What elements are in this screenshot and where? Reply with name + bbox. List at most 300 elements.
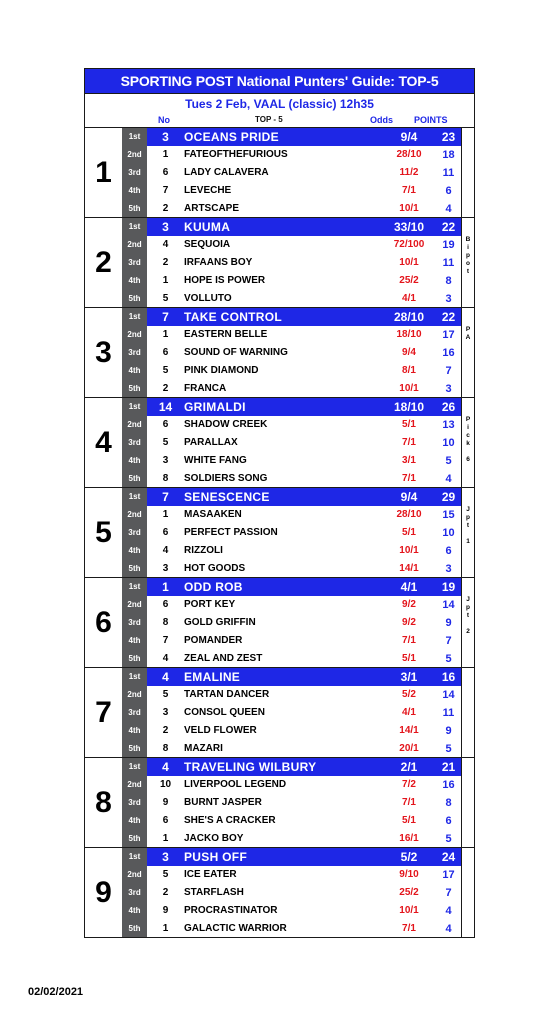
points-value: 6 [445,185,452,197]
selection-row [122,704,461,722]
horse-name: WHITE FANG [184,455,247,466]
position-label: 4th [128,636,141,645]
points-value: 19 [442,239,455,251]
position-label: 5th [128,204,141,213]
selection-row [122,686,461,704]
horse-name: MAZARI [184,743,223,754]
points-value: 3 [445,563,452,575]
position-label: 2nd [127,510,142,519]
runner-number: 2 [162,887,169,898]
punters-guide-table [84,68,475,938]
odds-value: 14/1 [399,563,419,574]
races-container [84,127,475,938]
points-value: 15 [442,509,455,521]
odds-value: 5/1 [402,815,416,826]
position-label: 3rd [128,618,141,627]
race-number: 5 [95,515,112,549]
odds-value: 10/1 [399,383,419,394]
selection-row [122,272,461,290]
points-value: 22 [441,220,456,234]
bet-type-sidebar [461,668,474,757]
runner-number: 9 [162,797,169,808]
odds-value: 25/2 [399,275,419,286]
position-label: 1st [122,668,147,686]
runner-number: 3 [162,707,169,718]
odds-value: 7/1 [402,185,416,196]
points-value: 16 [442,779,455,791]
bet-type-label: B i p o t [465,236,471,275]
runner-number: 1 [162,329,169,340]
odds-value: 9/2 [402,599,416,610]
horse-name: IRFAANS BOY [184,257,253,268]
points-value: 5 [445,455,452,467]
selection-row [122,254,461,272]
runner-number: 8 [162,473,169,484]
column-header-points: POINTS [414,115,448,125]
position-label: 2nd [127,780,142,789]
runner-number: 6 [162,815,169,826]
horse-name: PARALLAX [184,437,238,448]
odds-value: 5/2 [402,689,416,700]
runner-number: 6 [162,419,169,430]
selection-row [122,380,461,398]
runner-number: 5 [162,689,169,700]
points-value: 3 [445,383,452,395]
runner-number: 3 [162,850,169,864]
points-value: 29 [441,490,456,504]
runner-number: 1 [162,275,169,286]
odds-value: 10/1 [399,545,419,556]
bet-type-label: P i c k 6 [465,416,471,463]
position-label: 2nd [127,240,142,249]
odds-value: 25/2 [399,887,419,898]
selection-row [122,614,461,632]
odds-value: 4/1 [402,293,416,304]
runner-number: 7 [162,635,169,646]
race-block [84,577,475,668]
runner-number: 4 [162,670,169,684]
horse-name: ARTSCAPE [184,203,240,214]
runner-number: 10 [159,779,172,790]
selection-row-top [122,668,461,686]
position-label: 5th [128,744,141,753]
selection-row-top [122,488,461,506]
position-label: 4th [128,366,141,375]
position-label: 3rd [128,438,141,447]
selection-row [122,146,461,164]
odds-value: 20/1 [399,743,419,754]
points-value: 3 [445,293,452,305]
horse-name: BURNT JASPER [184,797,262,808]
points-value: 4 [445,923,452,935]
points-value: 4 [445,203,452,215]
selection-row [122,452,461,470]
runner-number: 7 [162,310,169,324]
runner-number: 9 [162,905,169,916]
points-value: 7 [445,365,452,377]
horse-name: VELD FLOWER [184,725,257,736]
horse-name: POMANDER [184,635,243,646]
position-label: 1st [122,758,147,776]
race-block [84,127,475,218]
race-number: 6 [95,605,112,639]
position-label: 2nd [127,420,142,429]
points-value: 18 [442,149,455,161]
points-value: 5 [445,653,452,665]
bet-type-sidebar [461,218,474,307]
points-value: 8 [445,797,452,809]
selection-row [122,812,461,830]
runner-number: 3 [162,220,169,234]
selection-row-top [122,578,461,596]
points-value: 4 [445,905,452,917]
runner-number: 6 [162,599,169,610]
selection-row [122,776,461,794]
odds-value: 72/100 [393,239,425,250]
position-label: 4th [128,546,141,555]
runner-number: 6 [162,347,169,358]
horse-name: VOLLUTO [184,293,232,304]
runner-number: 4 [162,760,169,774]
runner-number: 4 [162,239,169,250]
points-value: 7 [445,635,452,647]
odds-value: 7/1 [402,923,416,934]
horse-name: GALACTIC WARRIOR [184,923,287,934]
race-number: 7 [95,695,112,729]
bet-type-sidebar [461,578,474,667]
points-value: 14 [442,599,455,611]
bet-type-sidebar [461,308,474,397]
odds-value: 28/10 [396,149,422,160]
runner-number: 8 [162,743,169,754]
selection-row [122,236,461,254]
position-label: 3rd [128,888,141,897]
position-label: 5th [128,654,141,663]
runner-number: 14 [158,400,173,414]
horse-name: PORT KEY [184,599,236,610]
runner-number: 2 [162,203,169,214]
points-value: 17 [442,869,455,881]
position-label: 3rd [128,348,141,357]
runner-number: 7 [162,185,169,196]
selection-row [122,200,461,218]
odds-value: 2/1 [400,760,418,774]
horse-name: HOPE IS POWER [184,275,266,286]
position-label: 4th [128,186,141,195]
horse-name: ICE EATER [184,869,237,880]
selection-row-top [122,848,461,866]
runner-number: 1 [162,149,169,160]
odds-value: 14/1 [399,725,419,736]
runner-number: 2 [162,257,169,268]
selection-row [122,632,461,650]
footer-date: 02/02/2021 [28,986,84,998]
odds-value: 9/2 [402,617,416,628]
horse-name: PERFECT PASSION [184,527,278,538]
bet-type-label: J p t 1 [466,506,470,545]
points-value: 5 [445,743,452,755]
odds-value: 5/2 [400,850,418,864]
race-block [84,847,475,938]
horse-name: JACKO BOY [184,833,244,844]
runner-number: 3 [162,455,169,466]
position-label: 4th [128,276,141,285]
horse-name: STARFLASH [184,887,244,898]
horse-name: TRAVELING WILBURY [184,760,317,774]
odds-value: 5/1 [402,419,416,430]
points-value: 16 [441,670,456,684]
runner-number: 1 [162,580,169,594]
selection-row [122,830,461,848]
selection-row [122,560,461,578]
selection-row-top [122,398,461,416]
points-value: 14 [442,689,455,701]
selection-row [122,542,461,560]
position-label: 2nd [127,870,142,879]
odds-value: 5/1 [402,653,416,664]
position-label: 4th [128,816,141,825]
race-block [84,667,475,758]
points-value: 5 [445,833,452,845]
runner-number: 1 [162,509,169,520]
position-label: 3rd [128,528,141,537]
position-label: 1st [122,398,147,416]
bet-type-label: J p t 2 [466,596,470,635]
runner-number: 3 [162,563,169,574]
position-label: 2nd [127,330,142,339]
runner-number: 5 [162,869,169,880]
points-value: 23 [441,130,456,144]
position-label: 1st [122,308,147,326]
position-label: 5th [128,564,141,573]
odds-value: 7/1 [402,473,416,484]
selection-row [122,884,461,902]
selection-row [122,416,461,434]
position-label: 5th [128,294,141,303]
points-value: 21 [441,760,456,774]
selection-row [122,650,461,668]
position-label: 5th [128,924,141,933]
position-label: 5th [128,384,141,393]
odds-value: 3/1 [402,455,416,466]
points-value: 22 [441,310,456,324]
position-label: 2nd [127,150,142,159]
bet-type-sidebar [461,398,474,487]
position-label: 4th [128,456,141,465]
position-label: 2nd [127,690,142,699]
runner-number: 4 [162,545,169,556]
points-value: 6 [445,815,452,827]
runner-number: 1 [162,833,169,844]
selection-row [122,794,461,812]
position-label: 1st [122,578,147,596]
horse-name: GRIMALDI [184,400,246,414]
position-label: 3rd [128,258,141,267]
selection-row-top [122,128,461,146]
guide-title: SPORTING POST National Punters' Guide: TOP-5 [84,68,475,94]
points-value: 11 [442,707,455,719]
column-headers [84,114,475,128]
runner-number: 2 [162,725,169,736]
selection-row [122,362,461,380]
odds-value: 28/10 [393,310,425,324]
race-block [84,397,475,488]
points-value: 9 [445,617,452,629]
meeting-subtitle: Tues 2 Feb, VAAL (classic) 12h35 [84,94,475,114]
column-header-odds: Odds [370,115,394,125]
horse-name: EMALINE [184,670,241,684]
race-number: 8 [95,785,112,819]
horse-name: HOT GOODS [184,563,246,574]
points-value: 10 [442,527,455,539]
horse-name: SENESCENCE [184,490,270,504]
horse-name: FRANCA [184,383,227,394]
odds-value: 4/1 [400,580,418,594]
runner-number: 4 [162,653,169,664]
odds-value: 28/10 [396,509,422,520]
horse-name: OCEANS PRIDE [184,130,279,144]
runner-number: 6 [162,527,169,538]
odds-value: 18/10 [396,329,422,340]
runner-number: 2 [162,383,169,394]
horse-name: LIVERPOOL LEGEND [184,779,287,790]
odds-value: 10/1 [399,257,419,268]
odds-value: 3/1 [400,670,418,684]
position-label: 1st [122,848,147,866]
points-value: 17 [442,329,455,341]
position-label: 1st [122,218,147,236]
bet-type-sidebar [461,848,474,937]
odds-value: 7/1 [402,635,416,646]
race-number: 1 [95,155,112,189]
race-number: 2 [95,245,112,279]
position-label: 4th [128,906,141,915]
runner-number: 5 [162,437,169,448]
horse-name: TAKE CONTROL [184,310,283,324]
horse-name: SHE'S A CRACKER [184,815,276,826]
selection-row [122,920,461,938]
position-label: 3rd [128,168,141,177]
points-value: 6 [445,545,452,557]
position-label: 3rd [128,708,141,717]
race-block [84,307,475,398]
runner-number: 7 [162,490,169,504]
odds-value: 9/4 [402,347,416,358]
odds-value: 16/1 [399,833,419,844]
runner-number: 5 [162,293,169,304]
odds-value: 18/10 [393,400,425,414]
horse-name: KUUMA [184,220,231,234]
race-block [84,487,475,578]
column-header-top5: TOP - 5 [255,115,283,124]
points-value: 7 [445,887,452,899]
race-number: 3 [95,335,112,369]
odds-value: 7/1 [402,797,416,808]
horse-name: LEVECHE [184,185,232,196]
selection-row [122,434,461,452]
selection-row-top [122,758,461,776]
runner-number: 8 [162,617,169,628]
position-label: 2nd [127,600,142,609]
selection-row-top [122,308,461,326]
points-value: 11 [442,167,455,179]
position-label: 5th [128,474,141,483]
runner-number: 6 [162,167,169,178]
odds-value: 33/10 [393,220,425,234]
position-label: 5th [128,834,141,843]
runner-number: 3 [162,130,169,144]
horse-name: LADY CALAVERA [184,167,269,178]
selection-row [122,506,461,524]
selection-row [122,470,461,488]
selection-row [122,524,461,542]
points-value: 16 [442,347,455,359]
selection-row [122,866,461,884]
odds-value: 9/4 [400,490,418,504]
points-value: 19 [441,580,456,594]
column-header-no: No [158,115,170,125]
odds-value: 8/1 [402,365,416,376]
selection-row [122,182,461,200]
horse-name: GOLD GRIFFIN [184,617,256,628]
horse-name: RIZZOLI [184,545,223,556]
horse-name: SHADOW CREEK [184,419,268,430]
position-label: 1st [122,128,147,146]
selection-row-top [122,218,461,236]
race-block [84,217,475,308]
points-value: 10 [442,437,455,449]
odds-value: 11/2 [399,167,419,178]
race-number: 9 [95,875,112,909]
bet-type-sidebar [461,758,474,847]
horse-name: ODD ROB [184,580,243,594]
horse-name: MASAAKEN [184,509,242,520]
position-label: 1st [122,488,147,506]
selection-row [122,596,461,614]
selection-row [122,326,461,344]
position-label: 4th [128,726,141,735]
selection-row [122,722,461,740]
horse-name: PUSH OFF [184,850,248,864]
odds-value: 5/1 [402,527,416,538]
odds-value: 7/1 [402,437,416,448]
points-value: 9 [445,725,452,737]
selection-row [122,344,461,362]
runner-number: 5 [162,365,169,376]
odds-value: 9/4 [400,130,418,144]
bet-type-sidebar [461,488,474,577]
points-value: 24 [441,850,456,864]
points-value: 8 [445,275,452,287]
position-label: 3rd [128,798,141,807]
horse-name: SOUND OF WARNING [184,347,288,358]
odds-value: 7/2 [402,779,416,790]
selection-row [122,290,461,308]
points-value: 4 [445,473,452,485]
horse-name: PINK DIAMOND [184,365,259,376]
odds-value: 10/1 [399,905,419,916]
horse-name: SOLDIERS SONG [184,473,268,484]
horse-name: CONSOL QUEEN [184,707,265,718]
selection-row [122,902,461,920]
odds-value: 4/1 [402,707,416,718]
points-value: 11 [442,257,455,269]
horse-name: EASTERN BELLE [184,329,268,340]
runner-number: 1 [162,923,169,934]
horse-name: TARTAN DANCER [184,689,270,700]
bet-type-sidebar [461,128,474,217]
points-value: 26 [441,400,456,414]
